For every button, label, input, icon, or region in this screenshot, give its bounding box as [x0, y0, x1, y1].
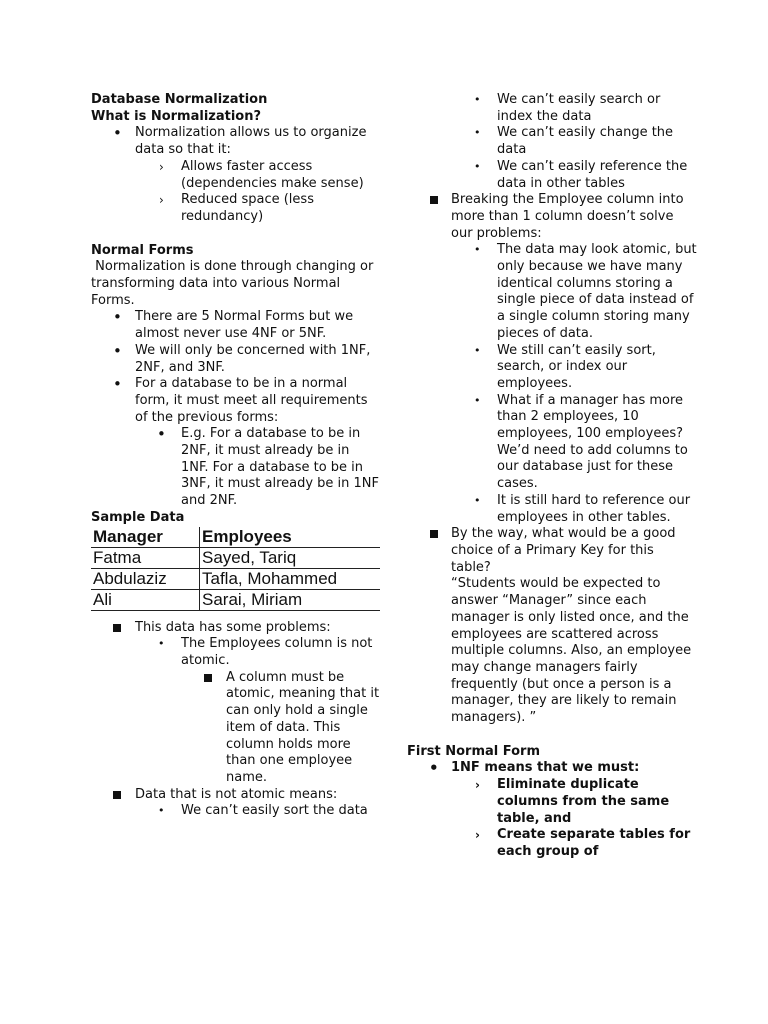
list-item: • The Employees column is not atomic.: [158, 636, 373, 668]
list-item: Breaking the Employee column into more than 1 column doesn’t solve our problems:: [407, 192, 697, 242]
bullet-icon: •: [113, 341, 122, 360]
square-bullet-icon: [204, 674, 212, 682]
list-item: This data has some problems:: [91, 620, 381, 637]
bullet-icon: •: [157, 425, 166, 444]
list-item: › Reduced space (less redundancy): [159, 192, 314, 224]
chevron-right-icon: ›: [475, 778, 480, 793]
list-item: • We still can’t easily sort, search, or index our employees.: [474, 342, 656, 391]
list-item: • There are 5 Normal Forms but we almost never use 4NF or 5NF.: [113, 308, 354, 342]
bullet-icon: •: [113, 308, 122, 327]
list-item: • E.g. For a database to be in 2NF, it must already be in 1NF. For a database to be in 3NF, it must already be in 1NF and 2NF.: [157, 425, 380, 509]
list-item: • 1NF means that we must:: [429, 759, 640, 778]
table-cell: Ali: [91, 589, 200, 610]
table-cell: Abdulaziz: [91, 568, 200, 589]
table-cell: Sarai, Miriam: [200, 589, 381, 610]
sample-data-heading: Sample Data: [91, 509, 185, 525]
list-item: › Create separate tables for each group of: [475, 827, 691, 859]
list-item: • Normalization allows us to organize data so that it:: [113, 124, 367, 158]
list-item: • We can’t easily reference the data in other tables: [474, 158, 688, 191]
list-item: • What if a manager has more than 2 employees, 10 employees, 100 employees? We’d need to add columns to our database just for these cases.: [474, 392, 688, 492]
table-header-cell: Employees: [200, 527, 381, 548]
list-item: • It is still hard to reference our employees in other tables.: [474, 492, 691, 525]
list-item: • For a database to be in a normal form, it must meet all requirements of the previous forms:: [113, 375, 368, 425]
square-bullet-icon: [113, 791, 121, 799]
primary-key-quote: “Students would be expected to answer “Manager” since each manager is only listed once, and the employees are scattered across multiple columns. Also, an employee may change managers fairly frequently (but once a person is a manager, they are likely to remain managers). ”: [451, 576, 692, 726]
table-row: [91, 547, 380, 568]
bullet-icon: •: [113, 124, 122, 143]
bullet-icon: •: [474, 243, 481, 257]
bullet-icon: •: [474, 393, 481, 407]
table-cell: Tafla, Mohammed: [200, 568, 381, 589]
what-heading: What is Normalization?: [91, 108, 262, 124]
table-row: [91, 568, 380, 589]
square-bullet-icon: [430, 196, 438, 204]
list-item: › Allows faster access (dependencies make sense): [159, 158, 364, 191]
square-bullet-icon: [430, 530, 438, 538]
chevron-right-icon: ›: [159, 193, 164, 208]
bullet-icon: •: [474, 159, 481, 173]
bullet-icon: •: [158, 637, 165, 651]
list-item: • We will only be concerned with 1NF, 2NF, and 3NF.: [113, 341, 371, 375]
document-title: Database Normalization: [91, 92, 268, 107]
list-item: Data that is not atomic means:: [91, 787, 381, 804]
table-cell: Fatma: [91, 547, 200, 568]
list-item: • The data may look atomic, but only because we have many identical columns storing a single piece of data instead of a single column storing many pieces of data.: [474, 242, 697, 341]
square-bullet-icon: [113, 624, 121, 632]
bullet-icon: •: [474, 493, 481, 507]
normal-forms-intro: Normalization is done through changing or transforming data into various Normal Forms.: [91, 259, 378, 308]
bullet-icon: •: [474, 126, 481, 140]
list-item: • We can’t easily sort the data: [158, 803, 368, 819]
table-cell: Sayed, Tariq: [200, 547, 381, 568]
normal-forms-heading: Normal Forms: [91, 242, 194, 258]
list-item: • We can’t easily search or index the data: [474, 92, 661, 124]
list-item: A column must be atomic, meaning that it can only hold a single item of data. This column holds more than one employee name.: [91, 670, 381, 787]
chevron-right-icon: ›: [475, 828, 480, 843]
left-column: [91, 92, 381, 820]
bullet-icon: •: [474, 93, 481, 106]
chevron-right-icon: ›: [159, 159, 164, 174]
bullet-icon: •: [113, 375, 122, 394]
table-header-cell: Manager: [91, 527, 200, 548]
list-item: › Eliminate duplicate columns from the same table, and: [475, 777, 670, 826]
sample-data-table: [91, 527, 380, 611]
bullet-icon: •: [158, 804, 165, 818]
table-row: [91, 589, 380, 610]
list-item: • We can’t easily change the data: [474, 125, 674, 158]
table-header-row: [91, 527, 380, 548]
first-normal-form-heading: First Normal Form: [407, 743, 540, 759]
bullet-icon: •: [474, 343, 481, 357]
list-item: By the way, what would be a good choice of a Primary Key for this table?: [407, 526, 697, 576]
right-column: [407, 92, 697, 861]
bullet-icon: •: [429, 759, 439, 778]
